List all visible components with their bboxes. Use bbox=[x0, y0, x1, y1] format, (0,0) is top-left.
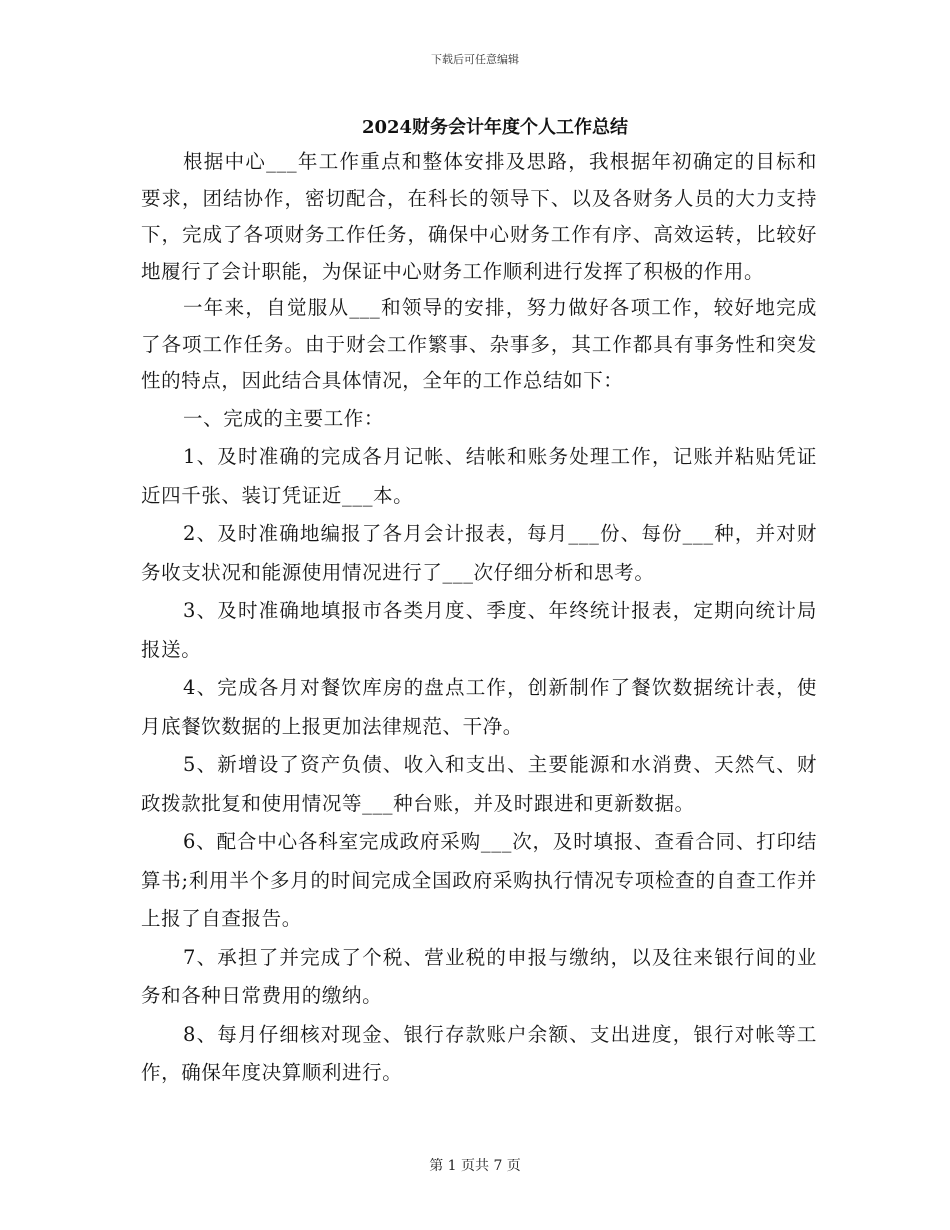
list-item-8: 8、每月仔细核对现金、银行存款账户余额、支出进度，银行对帐等工作，确保年度决算顺利进行。 bbox=[141, 1022, 817, 1084]
list-item-3: 3、及时准确地填报市各类月度、季度、年终统计报表，定期向统计局报送。 bbox=[141, 599, 817, 661]
list-item-5: 5、新增设了资产负债、收入和支出、主要能源和水消费、天然气、财政拨款批复和使用情况等___种台账，并及时跟进和更新数据。 bbox=[141, 753, 817, 815]
paragraph-overview: 一年来，自觉服从___和领导的安排，努力做好各项工作，较好地完成了各项工作任务。由于财会工作繁事、杂事多，其工作都具有事务性和突发性的特点，因此结合具体情况，全年的工作总结如下： bbox=[141, 296, 817, 392]
paragraph-intro: 根据中心___年工作重点和整体安排及思路，我根据年初确定的目标和要求，团结协作，密切配合，在科长的领导下、以及各财务人员的大力支持下，完成了各项财务工作任务，确保中心财务工作有序、高效运转，比较好地履行了会计职能，为保证中心财务工作顺利进行发挥了积极的作用。 bbox=[141, 150, 817, 283]
list-item-6: 6、配合中心各科室完成政府采购___次，及时填报、查看合同、打印结算书;利用半个多月的时间完成全国政府采购执行情况专项检查的自查工作并上报了自查报告。 bbox=[141, 830, 817, 930]
document-body bbox=[141, 144, 817, 1093]
list-item-1: 1、及时准确的完成各月记帐、结帐和账务处理工作，记账并粘贴凭证近四千张、装订凭证近___本。 bbox=[141, 445, 817, 507]
header-note: 下载后可任意编辑 bbox=[431, 53, 519, 66]
list-item-4: 4、完成各月对餐饮库房的盘点工作，创新制作了餐饮数据统计表，使月底餐饮数据的上报更加法律规范、干净。 bbox=[141, 676, 817, 738]
document-title: 2024财务会计年度个人工作总结 bbox=[361, 117, 629, 138]
section-heading: 一、完成的主要工作： bbox=[183, 406, 385, 430]
list-item-7: 7、承担了并完成了个税、营业税的申报与缴纳，以及往来银行间的业务和各种日常费用的缴纳。 bbox=[141, 945, 817, 1007]
list-item-2: 2、及时准确地编报了各月会计报表，每月___份、每份___种，并对财务收支状况和能源使用情况进行了___次仔细分析和思考。 bbox=[141, 522, 817, 584]
page-number: 第 1 页共 7 页 bbox=[429, 1158, 521, 1174]
